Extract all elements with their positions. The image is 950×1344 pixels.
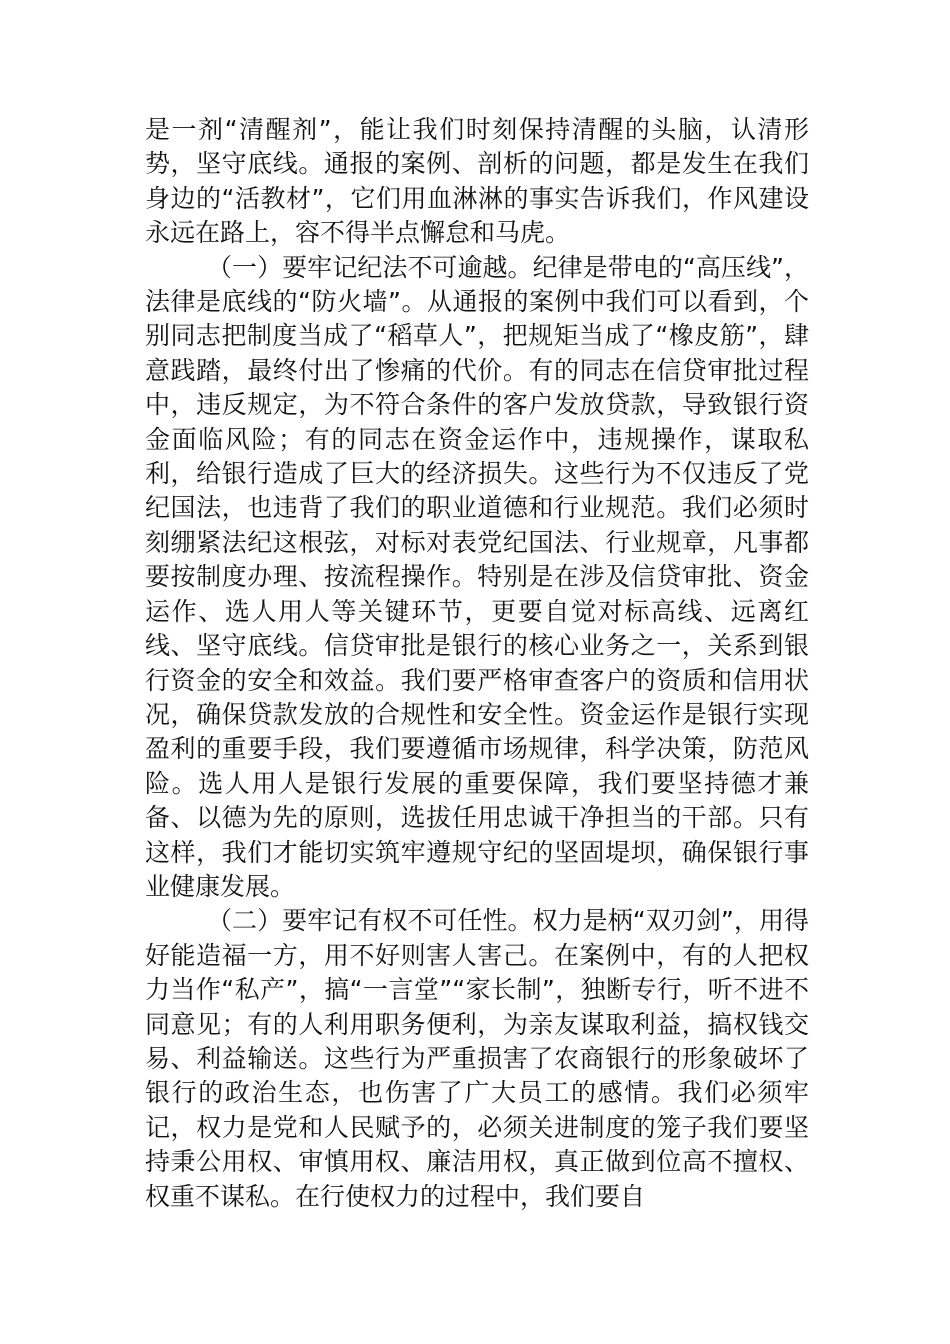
document-page [145,113,809,1214]
paragraph-section-two: （二）要牢记有权不可任性。权力是柄“双刃剑”，用得好能造福一方，用不好则害人害己。在案例中，有的人把权力当作“私产”，搞“一言堂”“家长制”，独断专行，听不进不同意见；有的人利用职务便利，为亲友谋取利益，搞权钱交易、利益输送。这些行为严重损害了农商银行的形象破坏了银行的政治生态，也伤害了广大员工的感情。我们必须牢记，权力是党和人民赋予的，必须关进制度的笼子我们要坚持秉公用权、审慎用权、廉洁用权，真正做到位高不擅权、权重不谋私。在行使权力的过程中，我们要自 [145,906,809,1211]
paragraph-continuation: 是一剂“清醒剂”，能让我们时刻保持清醒的头脑，认清形势，坚守底线。通报的案例、剖析的问题，都是发生在我们身边的“活教材”，它们用血淋淋的事实告诉我们，作风建设永远在路上，容不得半点懈怠和马虎。 [145,115,809,248]
paragraph-section-one: （一）要牢记纪法不可逾越。纪律是带电的“高压线”，法律是底线的“防火墙”。从通报的案例中我们可以看到，个别同志把制度当成了“稻草人”，把规矩当成了“橡皮筋”，肆意践踏，最终付出了惨痛的代价。有的同志在信贷审批过程中，违反规定，为不符合条件的客户发放贷款，导致银行资金面临风险；有的同志在资金运作中，违规操作，谋取私利，给银行造成了巨大的经济损失。这些行为不仅违反了党纪国法，也违背了我们的职业道德和行业规范。我们必须时刻绷紧法纪这根弦，对标对表党纪国法、行业规章，凡事都要按制度办理、按流程操作。特别是在涉及信贷审批、资金运作、选人用人等关键环节，更要自觉对标高线、远离红线、坚守底线。信贷审批是银行的核心业务之一，关系到银行资金的安全和效益。我们要严格审查客户的资质和信用状况，确保贷款发放的合规性和安全性。资金运作是银行实现盈利的重要手段，我们要遵循市场规律，科学决策，防范风险。选人用人是银行发展的重要保障，我们要坚持德才兼备、以德为先的原则，选拔任用忠诚干净担当的干部。只有这样，我们才能切实筑牢遵规守纪的坚固堤坝，确保银行事业健康发展。 [145,252,809,901]
